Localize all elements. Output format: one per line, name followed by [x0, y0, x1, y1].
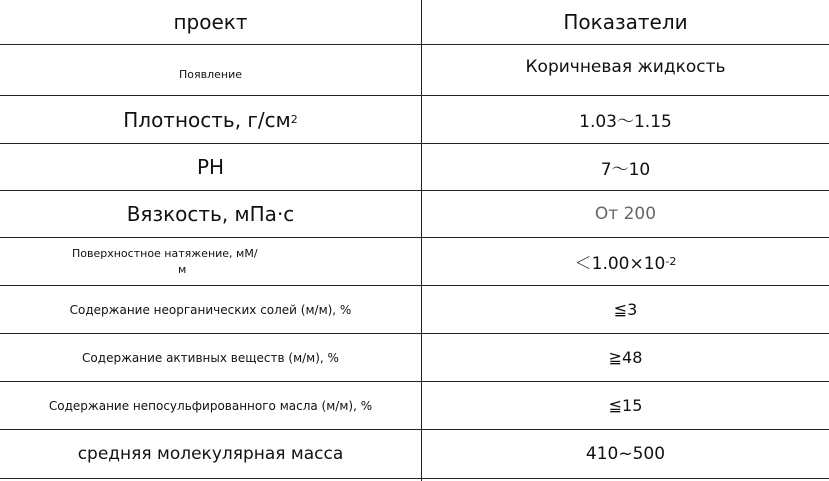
param-inorganic-salts: Содержание неорганических солей (м/м), %: [69, 302, 352, 317]
header-indicators: Показатели: [563, 10, 688, 34]
param-ph: PH: [196, 155, 225, 179]
value-surface-tension-sup: -2: [665, 255, 677, 268]
param-density-text: Плотность, г/см: [123, 107, 291, 132]
param-unsulfonated-oil: Содержание непосульфированного масла (м/м), %: [48, 398, 373, 413]
value-surface-tension-text: ＜1.00×10: [574, 254, 666, 274]
param-surface-tension-line2: м: [178, 262, 187, 276]
value-density: 1.03～1.15: [579, 112, 672, 132]
param-appearance: Появление: [178, 67, 242, 81]
header-project: проект: [173, 10, 248, 34]
param-viscosity: Вязкость, мПа·с: [126, 202, 295, 226]
value-appearance: Коричневая жидкость: [525, 57, 726, 77]
value-active-substances: ≧48: [608, 348, 643, 367]
param-density-sup: 2: [290, 113, 298, 126]
param-surface-tension: [0, 238, 421, 285]
param-surface-tension-line1: Поверхностное натяжение, мМ/: [72, 246, 258, 260]
value-viscosity: От 200: [594, 204, 657, 224]
value-ph: 7～10: [600, 159, 651, 180]
value-inorganic-salts: ≦3: [613, 300, 638, 319]
row-divider: [0, 478, 829, 479]
param-active-substances: Содержание активных веществ (м/м), %: [82, 350, 339, 365]
value-surface-tension: [422, 238, 829, 285]
param-density: [0, 96, 421, 143]
param-molecular-mass: средняя молекулярная масса: [77, 444, 344, 464]
value-unsulfonated-oil: ≦15: [608, 396, 643, 415]
value-molecular-mass: 410~500: [585, 444, 666, 464]
